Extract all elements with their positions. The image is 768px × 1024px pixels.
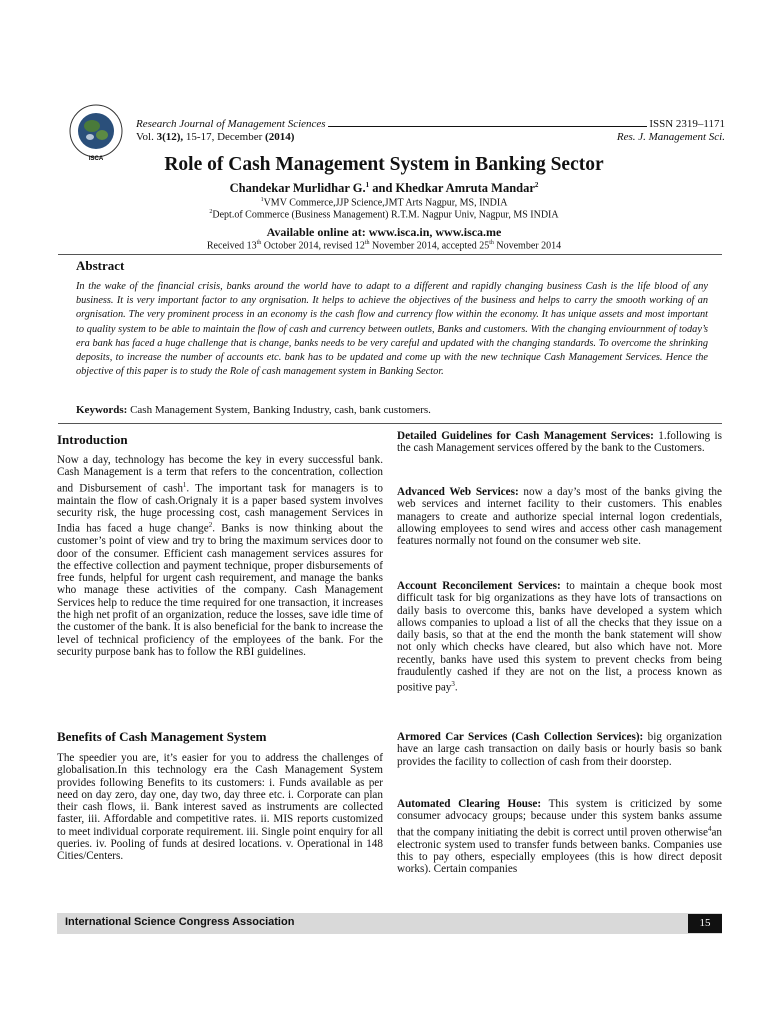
header-rule [328, 117, 648, 127]
logo-label: ISCA [88, 156, 104, 162]
benefits-text: The speedier you are, it’s easier for you to address the challenges of globalisation.In this technology era the Cash Management System provides following Benefits to its customers: i. Funds available as per need on day zero, day one, day two, day three etc. i. Corporate can plan their cash flows, ii. Bank interest saved as instruments are collected faster, iii. Affordable and competitive rates. ii. MIS reports customized to meet individual corporate requirement. iii. Single point enquiry for all queries. iv. Pooling of funds at desired locations. v. Operational in 148 Cities/Centers. [57, 752, 383, 863]
affiliation-2: $^2$Dept.of Commerce (Business Management) R.T.M. Nagpur Univ, Nagpur, MS INDIA [209, 209, 559, 221]
reconcilement-para: Account Reconcilement Services: to maintain a cheque book most difficult task for big organizations as they have lots of transactions on daily basis to overcome this, banks have developed a system which allows companies to upload a list of all the checks that they issue on a daily basis, so that at the end the month the bank statement will show not only which checks have cleared, but also which have not. More recently, banks have used this system to prevent checks from being fraudulently cashed if they are not on the list, a process known as positive pay$^3$. [397, 580, 722, 695]
guidelines-para: Detailed Guidelines for Cash Management Services: 1.following is the cash Management services offered by the bank to the Customers. [397, 430, 723, 455]
divider-keywords [58, 423, 722, 424]
paper-title: Role of Cash Management System in Banking Sector [164, 154, 604, 175]
intro-text: Now a day, technology has become the key in every successful bank. Cash Management is a term that refers to the concentration, collection and Disbursement of cash$^1$. The important task for managers is to maintain the flow of cash.Orignaly it is a paper based system involves security risk, the huge processing cost, cash management Services in India has faced a huge change$^2$. Banks is now thinking about the customer’s point of view and try to bring the maximum services door to door of the consumer. Efficient cash management services assures for the effective collection and payment technique, proper disbursements of free funds, helpful for urgent cash requirement, and manage the banks who manage these activities of the company. Cash Management Services help to reduce the time required for one transaction, it increases the high net profit of an organization, reduce the losses, save idle time of the customer of the bank. It is also beneficial for the bank to increase the level of technical proficiency of the employees of the bank. For the security purpose bank has to follow the RBI guidelines. [57, 454, 384, 658]
armored-car-para: Armored Car Services (Cash Collection Services): big organization have an large cash transaction on daily basis or hourly basis so bank provides the facility to collection of cash from their doorstep. [397, 731, 722, 768]
abstract-heading: Abstract [76, 258, 125, 273]
footer-bar [57, 913, 722, 934]
issn: ISSN 2319–1171 [649, 118, 725, 130]
available-online: Available online at: www.isca.in, www.isca.me [266, 225, 502, 239]
keywords [76, 404, 431, 416]
volume-info: Vol. 3(12), 15-17, December (2014) [136, 131, 295, 143]
web-services-para: Advanced Web Services: now a day’s most of the banks giving the web services and internet facility to their customers. This enables managers to create and authorize special internal logon credentials, allowing employees to send wires and access other cash management features normally not found on the consumer web site. [397, 486, 722, 548]
volume-line [136, 131, 725, 143]
intro-heading: Introduction [57, 432, 128, 447]
journal-header-line [136, 117, 725, 130]
keywords-label: Keywords: [76, 404, 128, 416]
abstract-text: In the wake of the financial crisis, banks around the world have to adapt to a different and rapidly changing business Cash is the life blood of any business. It is very important factor to any orgnisation. It helps to achieve the objectives of the business and helps to carry the smooth working of an orgnisation. The very prominent process in an economy is the cash flow and currency flow within the economy. It has unique assets and most important to quality system to be able to maintain the flow of cash and currency between outlets, Banks and customers. With the changing enviournment of today’s era bank has faced a huge challenge that is change, banks needs to be very careful and updated with the changing standards. To overcome the shrinking deposits, to increase the number of accounts etc. bank has to be updated and come up with the new technique Cash Management Services. Hence the objective of this paper is to study the Role of cash management system in Banking Sector. [76, 281, 708, 378]
divider-top [58, 254, 722, 255]
keywords-text: Cash Management System, Banking Industry, cash, bank customers. [127, 404, 431, 416]
affiliation-1: $^1$VMV Commerce,JJP Science,JMT Arts Nagpur, MS, INDIA [260, 197, 508, 209]
received-dates: Received 13th October 2014, revised 12th November 2014, accepted 25th November 2014 [206, 240, 562, 252]
footer-org: International Science Congress Association [65, 916, 295, 928]
page-number: 15 [688, 914, 722, 933]
journal-abbrev: Res. J. Management Sci. [616, 131, 725, 143]
journal-name: Research Journal of Management Sciences [136, 118, 326, 130]
clearing-house-para: Automated Clearing House: This system is criticized by some consumer advocacy groups; because under this system banks assume that the company initiating the debit is correct until proven otherwise$^4$an electronic system used to transfer funds between banks. Companies use this to pay others, especially employees (this is how direct deposit works). Certain companies [397, 798, 722, 876]
authors: Chandekar Murlidhar G.$^1$ and Khedkar Amruta Mandar$^2$ [229, 181, 539, 196]
benefits-heading: Benefits of Cash Management System [57, 729, 267, 744]
